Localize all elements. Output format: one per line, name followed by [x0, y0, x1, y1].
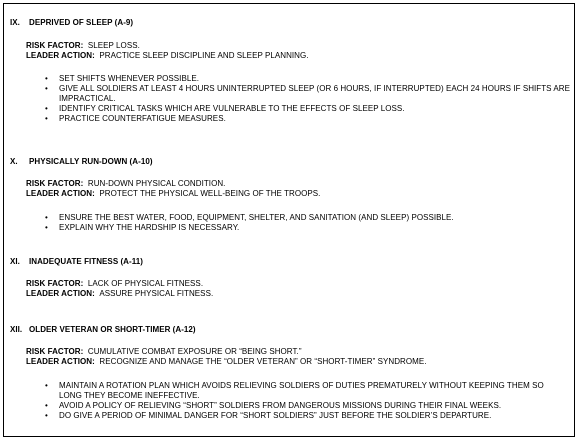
- bullet-item: [4, 74, 570, 84]
- bullet-text: ENSURE THE BEST WATER, FOOD, EQUIPMENT, SHELTER, AND SANITATION (AND SLEEP) POSSIBLE.: [59, 213, 454, 222]
- section-number: XI.: [10, 257, 20, 266]
- bullet-text: EXPLAIN WHY THE HARDSHIP IS NECESSARY.: [59, 223, 240, 232]
- leader-action-text: PRACTICE SLEEP DISCIPLINE AND SLEEP PLANNING.: [99, 51, 309, 60]
- leader-action-label: LEADER ACTION:: [26, 51, 95, 60]
- risk-factor-line: [26, 41, 140, 51]
- leader-action-label: LEADER ACTION:: [26, 189, 95, 198]
- section-number: X.: [10, 157, 18, 166]
- bullet-text: AVOID A POLICY OF RELIEVING “SHORT” SOLDIERS FROM DANGEROUS MISSIONS DURING THEIR FINAL WEEKS.: [59, 401, 502, 410]
- leader-action-line: [26, 51, 309, 61]
- bullet-text-wrapped: • GIVE ALL SOLDIERS AT LEAST 4 HOURS UNINTERRUPTED SLEEP (OR 6 HOURS, IF INTERRUPTED) EACH 24 HOURS IF SHIFTS ARE IMPRACTICAL.: [59, 84, 570, 103]
- bullet-item: [4, 411, 570, 421]
- bullet-item: [4, 381, 570, 401]
- bullet-list: [4, 74, 570, 124]
- bullet-list: [4, 213, 570, 233]
- bullet-text: DO GIVE A PERIOD OF MINIMAL DANGER FOR “SHORT SOLDIERS” JUST BEFORE THE SOLDIER’S DEPARTURE.: [59, 411, 492, 420]
- risk-factor-line: [26, 347, 302, 357]
- risk-factor-label: RISK FACTOR:: [26, 179, 84, 188]
- bullet-item: [4, 84, 570, 104]
- section-heading: [10, 257, 143, 267]
- section-heading: [10, 157, 153, 167]
- risk-factor-line: [26, 179, 225, 189]
- leader-action-text: ASSURE PHYSICAL FITNESS.: [99, 289, 214, 298]
- section-heading: [10, 325, 196, 335]
- section-number: XII.: [10, 325, 23, 334]
- bullet-item: [4, 213, 570, 223]
- bullet-list: [4, 381, 570, 421]
- bullet-item: [4, 114, 570, 124]
- bullet-item: [4, 104, 570, 114]
- leader-action-line: [26, 357, 427, 367]
- risk-factor-label: RISK FACTOR:: [26, 279, 84, 288]
- document-frame: [3, 3, 575, 437]
- risk-factor-text: RUN-DOWN PHYSICAL CONDITION.: [87, 179, 226, 188]
- risk-factor-text: CUMULATIVE COMBAT EXPOSURE OR “BEING SHORT.”: [87, 347, 302, 356]
- bullet-item: [4, 223, 570, 233]
- leader-action-line: [26, 289, 213, 299]
- risk-factor-label: RISK FACTOR:: [26, 347, 84, 356]
- section-title: INADEQUATE FITNESS (A-11): [29, 257, 143, 266]
- bullet-text: MAINTAIN A ROTATION PLAN WHICH AVOIDS RELIEVING SOLDIERS OF DUTIES PREMATURELY WITHOUT KEEPING THEM SO LONG THEY BECOME INEFFECTIVE.: [59, 381, 544, 400]
- section-title: OLDER VETERAN OR SHORT-TIMER (A-12): [29, 325, 196, 334]
- section-title: PHYSICALLY RUN-DOWN (A-10): [29, 157, 153, 166]
- bullet-text: PRACTICE COUNTERFATIGUE MEASURES.: [59, 114, 226, 123]
- risk-factor-line: [26, 279, 203, 289]
- bullet-text: IDENTIFY CRITICAL TASKS WHICH ARE VULNERABLE TO THE EFFECTS OF SLEEP LOSS.: [59, 104, 405, 113]
- risk-factor-text: SLEEP LOSS.: [87, 41, 140, 50]
- section-heading: [10, 18, 133, 28]
- leader-action-text: RECOGNIZE AND MANAGE THE “OLDER VETERAN” OR “SHORT-TIMER” SYNDROME.: [99, 357, 427, 366]
- leader-action-label: LEADER ACTION:: [26, 289, 95, 298]
- leader-action-text: PROTECT THE PHYSICAL WELL-BEING OF THE TROOPS.: [99, 189, 321, 198]
- section-title: DEPRIVED OF SLEEP (A-9): [29, 18, 134, 27]
- bullet-item: [4, 401, 570, 411]
- risk-factor-text: LACK OF PHYSICAL FITNESS.: [87, 279, 204, 288]
- risk-factor-label: RISK FACTOR:: [26, 41, 84, 50]
- section-number: IX.: [10, 18, 20, 27]
- bullet-text: SET SHIFTS WHENEVER POSSIBLE.: [59, 74, 200, 83]
- leader-action-line: [26, 189, 320, 199]
- bullet-text: [59, 84, 570, 104]
- leader-action-label: LEADER ACTION:: [26, 357, 95, 366]
